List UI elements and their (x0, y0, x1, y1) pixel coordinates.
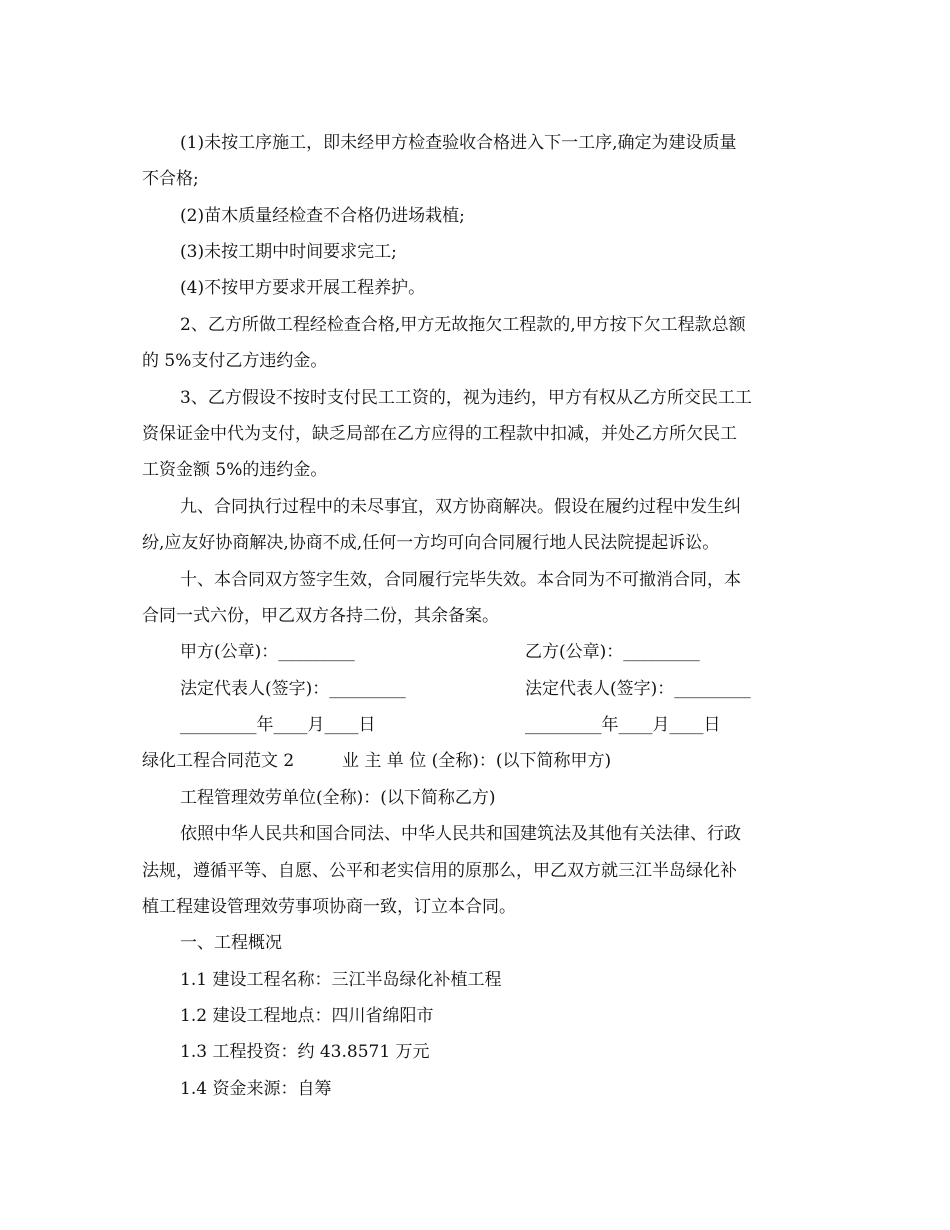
paragraph-line (0, 270, 950, 306)
paragraph-line (0, 780, 950, 816)
party-a-seal: 甲方(公章)：_________ (180, 642, 355, 662)
paragraph-line (0, 416, 950, 452)
paragraph-line (0, 889, 950, 925)
paragraph-line (0, 198, 950, 234)
party-a-representative: 法定代表人(签字)：_________ (180, 679, 406, 699)
preamble-end: 植工程建设管理效劳事项协商一致，订立本合同。 (142, 897, 516, 917)
paragraph-line (0, 489, 950, 525)
breach-clause-4: (4)不按甲方要求开展工程养护。 (180, 278, 426, 298)
paragraph-line (0, 853, 950, 889)
paragraph-line (0, 1034, 950, 1070)
paragraph-line (0, 380, 950, 416)
article-10: 十、本合同双方签字生效，合同履行完毕失效。本合同为不可撤消合同，本 (180, 570, 741, 590)
project-location: 1.2 建设工程地点：四川省绵阳市 (180, 1006, 434, 1026)
penalty-clause-2: 2、乙方所做工程经检查合格,甲方无故拖欠工程款的,甲方按下欠工程款总额 (180, 315, 746, 335)
paragraph-line (0, 1071, 950, 1107)
party-b-date: _________年____月____日 (525, 715, 721, 735)
project-investment: 1.3 工程投资：约 43.8571 万元 (180, 1042, 430, 1062)
penalty-clause-3-cont: 资保证金中代为支付，缺乏局部在乙方应得的工程款中扣减，并处乙方所欠民工 (142, 424, 737, 444)
paragraph-line (0, 343, 950, 379)
paragraph-line (0, 925, 950, 961)
signature-row (0, 671, 950, 707)
paragraph-line (0, 743, 950, 779)
paragraph-line (0, 998, 950, 1034)
breach-clause-1: (1)未按工序施工，即未经甲方检查验收合格进入下一工序,确定为建设质量 (180, 133, 737, 153)
article-9: 九、合同执行过程中的未尽事宜，双方协商解决。假设在履约过程中发生纠 (180, 497, 741, 517)
breach-clause-3: (3)未按工期中时间要求完工; (180, 242, 397, 262)
owner-unit-label: 业 主 单 位 (全称)：(以下简称甲方) (342, 751, 612, 771)
penalty-clause-2-cont: 的 5%支付乙方违约金。 (142, 351, 328, 371)
paragraph-line (0, 598, 950, 634)
preamble: 依照中华人民共和国合同法、中华人民共和国建筑法及其他有关法律、行政 (180, 824, 741, 844)
penalty-clause-3-end: 工资金额 5%的违约金。 (142, 460, 328, 480)
signature-row (0, 634, 950, 670)
penalty-clause-3: 3、乙方假设不按时支付民工工资的，视为违约，甲方有权从乙方所交民工工 (180, 388, 752, 408)
paragraph-line (0, 816, 950, 852)
paragraph-line (0, 307, 950, 343)
paragraph-line (0, 525, 950, 561)
paragraph-line (0, 161, 950, 197)
preamble-cont: 法规，遵循平等、自愿、公平和老实信用的原那么，甲乙双方就三江半岛绿化补 (142, 861, 737, 881)
party-b-seal: 乙方(公章)：_________ (525, 642, 700, 662)
paragraph-line (0, 234, 950, 270)
breach-clause-2: (2)苗木质量经检查不合格仍进场栽植; (180, 206, 465, 226)
breach-clause-1-cont: 不合格; (142, 169, 199, 189)
party-b-representative: 法定代表人(签字)：_________ (525, 679, 751, 699)
sample-contract-title: 绿化工程合同范文 2 (142, 751, 295, 771)
article-9-cont: 纷,应友好协商解决,协商不成,任何一方均可向合同履行地人民法院提起诉讼。 (142, 533, 720, 553)
service-unit-label: 工程管理效劳单位(全称)：(以下简称乙方) (180, 788, 496, 808)
paragraph-line (0, 125, 950, 161)
paragraph-line (0, 452, 950, 488)
signature-row (0, 707, 950, 743)
section-heading-overview: 一、工程概况 (180, 933, 282, 953)
article-10-cont: 合同一式六份，甲乙双方各持二份，其余备案。 (142, 606, 499, 626)
party-a-date: _________年____月____日 (180, 715, 376, 735)
paragraph-line (0, 962, 950, 998)
paragraph-line (0, 562, 950, 598)
project-name: 1.1 建设工程名称：三江半岛绿化补植工程 (180, 970, 502, 990)
funding-source: 1.4 资金来源：自筹 (180, 1079, 332, 1099)
